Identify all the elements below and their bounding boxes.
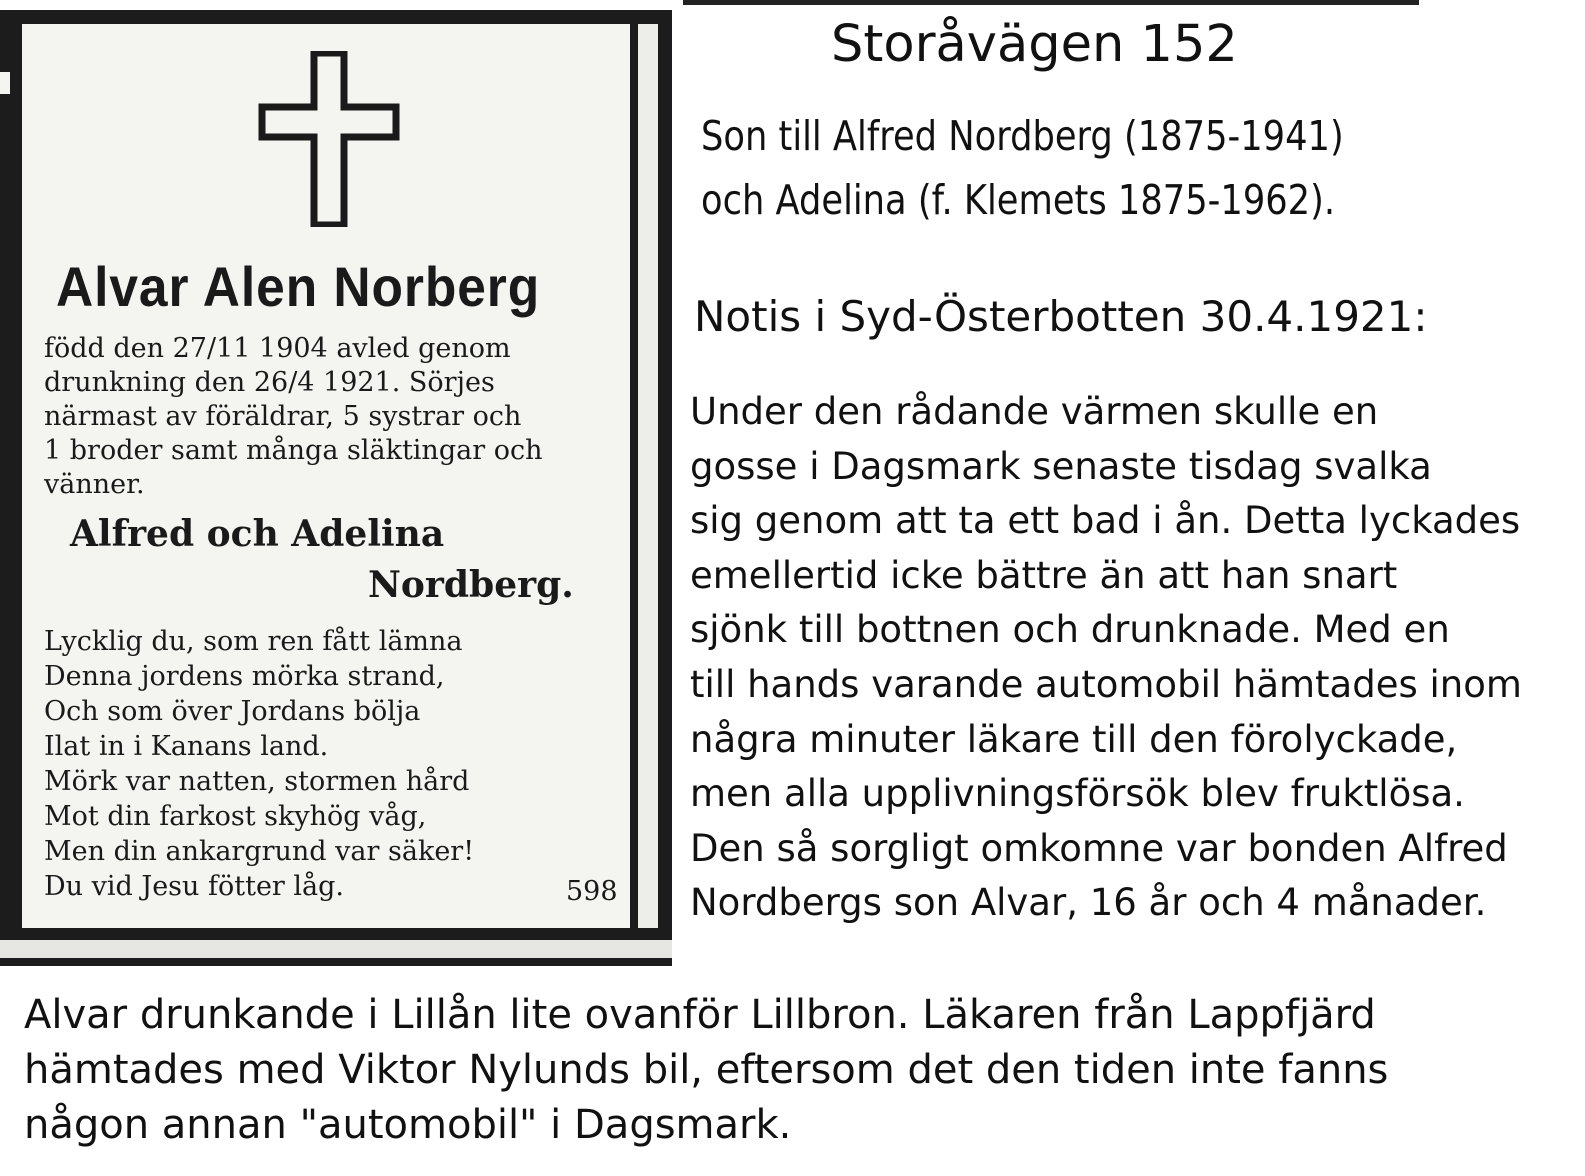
mourning-parents-surname: Nordberg. <box>368 564 574 606</box>
poem-line: Men din ankargrund var säker! <box>44 836 475 867</box>
poem-line: Denna jordens mörka strand, <box>44 661 445 692</box>
comment-line: hämtades med Viktor Nylunds bil, eftersom det den tiden inte fanns <box>24 1047 1389 1093</box>
mourning-parents: Alfred och Adelina <box>70 513 445 555</box>
cross-icon <box>256 51 402 227</box>
obituary-line: 1 broder samt många släktingar och <box>44 435 543 466</box>
comment-text <box>24 988 1388 1153</box>
top-divider <box>683 0 1419 5</box>
notice-line: Den så sorgligt omkomne var bonden Alfred <box>690 826 1508 870</box>
notice-line: emellertid icke bättre än att han snart <box>690 553 1398 597</box>
deceased-name: Alvar Alen Norberg <box>56 255 541 318</box>
notice-line: sjönk till bottnen och drunknade. Med en <box>690 608 1450 652</box>
address-title: Storåvägen 152 <box>831 15 1238 74</box>
comment-line: någon annan "automobil" i Dagsmark. <box>24 1102 792 1148</box>
clipping-edge <box>0 940 672 958</box>
notice-line: till hands varande automobil hämtades inom <box>690 662 1522 706</box>
ad-number: 598 <box>566 876 618 907</box>
poem-line: Ilat in i Kanans land. <box>44 731 329 762</box>
obituary-line: närmast av föräldrar, 5 systrar och <box>44 401 522 432</box>
clipping-edge <box>0 72 10 94</box>
notice-line: Under den rådande värmen skulle en <box>690 390 1379 433</box>
notice-heading: Notis i Syd-Österbotten 30.4.1921: <box>694 292 1428 341</box>
obituary-line: vänner. <box>44 469 145 500</box>
comment-line: Alvar drunkande i Lillån lite ovanför Lillbron. Läkaren från Lappfjärd <box>24 992 1376 1038</box>
notice-line: men alla upplivningsförsök blev fruktlösa. <box>690 772 1465 816</box>
newspaper-clipping <box>0 10 672 966</box>
obituary-paper <box>22 24 630 928</box>
obituary-text <box>44 332 542 502</box>
clipping-edge <box>638 24 658 928</box>
memorial-poem <box>44 624 474 904</box>
poem-line: Och som över Jordans bölja <box>44 696 421 727</box>
poem-line: Du vid Jesu fötter låg. <box>44 871 345 902</box>
poem-line: Lycklig du, som ren fått lämna <box>44 626 463 657</box>
obituary-line: född den 27/11 1904 avled genom <box>44 333 511 364</box>
notice-line: sig genom att ta ett bad i ån. Detta lyckades <box>690 499 1521 543</box>
poem-line: Mot din farkost skyhög våg, <box>44 801 427 832</box>
poem-line: Mörk var natten, stormen hård <box>44 766 470 797</box>
obituary-line: drunkning den 26/4 1921. Sörjes <box>44 367 495 398</box>
parentage-line: och Adelina (f. Klemets 1875-1962). <box>701 176 1336 224</box>
parentage-line: Son till Alfred Nordberg (1875-1941) <box>701 112 1344 160</box>
notice-line: några minuter läkare till den förolyckade, <box>690 717 1458 761</box>
notice-text <box>690 385 1522 931</box>
notice-line: Nordbergs son Alvar, 16 år och 4 månader. <box>690 881 1487 925</box>
notice-line: gosse i Dagsmark senaste tisdag svalka <box>690 444 1432 488</box>
